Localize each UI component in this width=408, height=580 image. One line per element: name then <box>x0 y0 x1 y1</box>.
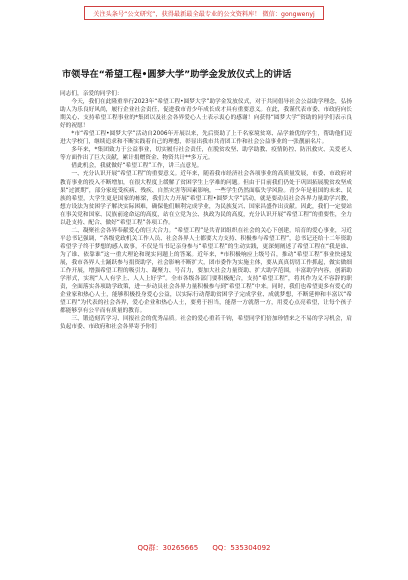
page-title: 市领导在“希望工程•圆梦大学”助学金发放仪式上的讲话 <box>62 69 292 80</box>
paragraph: 多年来，*集团致力于公益事业，切实履行社会责任，在脱贫攻坚、助学助教、疫情防控、防汛救灾、关爱老人等方面作出了巨大贡献，累计捐赠资金、物资共计**多万元。 <box>60 147 352 162</box>
salutation: 同志们，亲爱的同学们： <box>60 91 123 97</box>
top-banner: 关注头条号“公文研究”，获得最新最全最专业的公文资料库！ 微信：gongwenyj <box>84 6 324 20</box>
document-body <box>60 90 352 331</box>
section-three: 三、锻造刻苦学习、回报社会的优秀品质。社会的爱心重若千钧，希望同学们倍加珍惜来之不易的学习机会，肩负起市委、市政府和社会各界寄予你们 <box>60 316 352 331</box>
qq-group-text: QQ群：30265665 <box>137 544 199 552</box>
paragraph: 借此机会，我就做好“希望工程”工作，讲三点意见。 <box>71 163 203 170</box>
paragraph: 今天，我们在此隆重举行2023年“希望工程•圆梦大学”助学金发放仪式，对于共同倡导社会公益助学理念，弘扬助人为乐良好风尚，履行企业社会责任，促进我市青少年成长成才具有重要意义。在此，我谨代表市委、市政府向长期关心、支持希望工程事业的*集团以及社会各界爱心人士表示衷心的感谢！向获得“圆梦大学”资助的同学们表示良好的祝愿！ <box>60 99 352 130</box>
section-two: 二、凝聚社会各界奉献爱心的巨大合力。“希望工程”是共青团组织在社会的关心下创建，培育的爱心事业，习近平总书记强调，“各级党政机关工作人员、社会各界人士都要大力支持、积极参与希望工程”，总书记还给十二年资助希望学子终于梦想的感人故事，不仅是当书记亲身参与“希望工程”的生动实践，更深刻阐述了希望工程在“我是谁、为了谁、依靠谁”这一重大理论和现实问题上的答案。近年来，*市积极响应上级号召，推动“希望工程”事业快速发展，我市各界人士踊跃参与捐资助学，社会影响不断扩大，团市委作为实施主体，要从真真切切工作抓起，做实做细工作开展，增强希望工程的吸引力、凝聚力、号召力，要加大社会力量资助、扩大助学范围，丰富助学内容，创新助学形式，实现“人人有学上、人人上好学”。全市各级各部门要积极配合，支持“希望工程”，将其作为义不容辞的职责，全面落实各项助学政策，进一步动员社会各界力量积极参与到“希望工程”中来。同时，我们也希望更多有爱心的企业家和热心人士，能够积极投身爱心公益，以实际行动帮助贫困学子完成学业、成就梦想，不断延伸和丰富以“希望工程”为代表的社会各界，爱心企业和热心人士，要勇于担当，能帮一方就帮一方，用爱心点亮希望，让每个孩子都能够享有公平而有质量的教育。 <box>60 227 352 315</box>
section-one: 一、充分认识开展“希望工程”的重要意义。近年来，随着我市经济社会各项事业的高质量发展，市委、市政府对教育事业的投入不断增加，在很大程度上缓解了贫困学生上学难的问题。但由于目前我们仍处于巩固拓展脱贫攻坚成果“过渡期”，部分家庭受疾病、残疾、自然灾害等因素影响，一些学生仍然面临失学风险。青少年是祖国的未来、民族的希望，大学生更是国家的栋梁，我们大力开展“希望工程•圆梦大学”活动，就是要动员社会各界力量助学兴教，想方设法为贫困学子解决实际困难，确保他们顺利完成学业，为民族复兴、国家昌盛作出贡献。因此，我们一定要站在事关党和国家、民族前途命运的高度，站在立党为公、执政为民的高度，充分认识开展“希望工程”的重要性，全力以赴支持、配合、做好“希望工程”各项工作。 <box>60 171 352 226</box>
footer-contact <box>0 543 408 553</box>
paragraph: *市“希望工程•圆梦大学”活动自2006年开展以来，先后资助了上千名家境贫寒、品学兼优的学生，帮助他们迈进大学校门，继续追求和不断实践着自己的理想，彰显出我市共青团工作和社会公益事业的一张靓丽名片。 <box>60 131 352 146</box>
qq-text: QQ：535304092 <box>212 544 271 552</box>
